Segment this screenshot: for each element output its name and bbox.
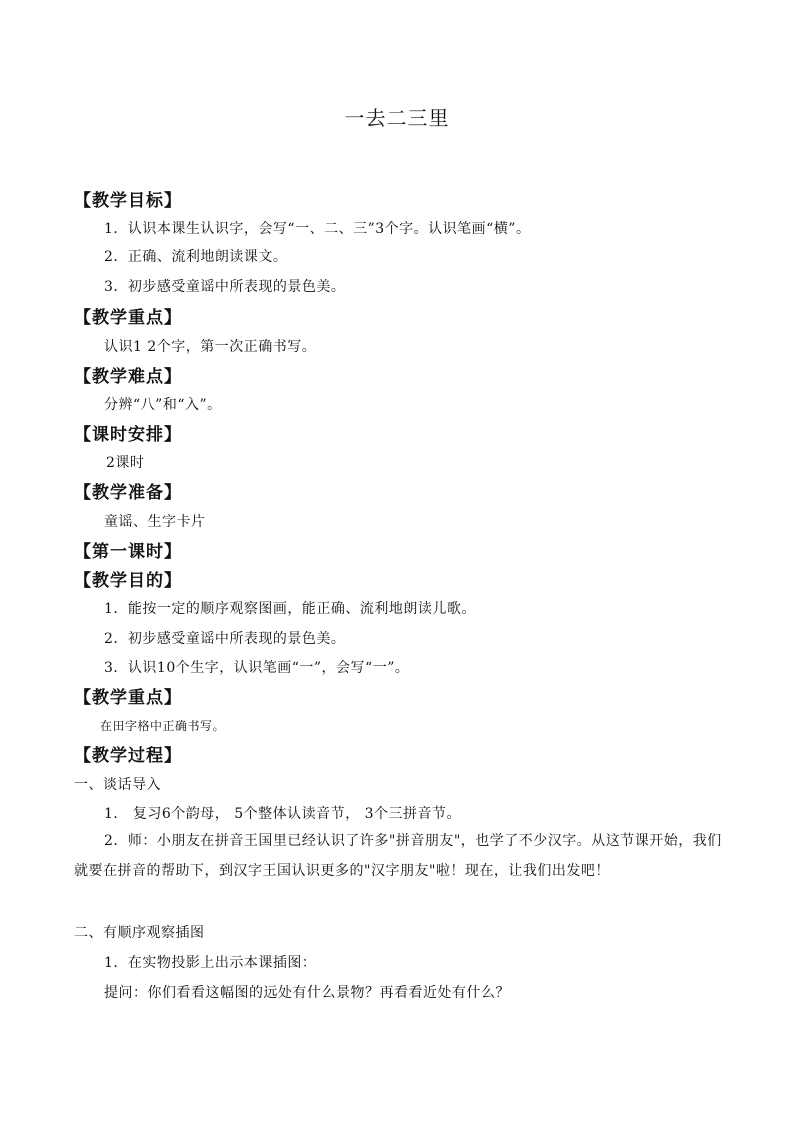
key-points-text: 认识1 2个字，第一次正确书写。 — [104, 339, 317, 355]
key-points-2-text: 在田字格中正确书写。 — [100, 719, 226, 733]
document-title: 一去二三里 — [344, 106, 450, 130]
goal-item-2: 2．正确、流利地朗读课文。 — [104, 249, 288, 265]
step2-item-1: 1．在实物投影上出示本课插图： — [104, 955, 317, 971]
step1-item-1: 1． 复习6个韵母， 5个整体认读音节， 3个三拼音节。 — [104, 806, 461, 822]
heading-key-points: 【教学重点】 — [74, 308, 182, 328]
goal-item-3: 3．初步感受童谣中所表现的景色美。 — [104, 279, 346, 295]
purpose-item-1: 1．能按一定的顺序观察图画，能正确、流利地朗读儿歌。 — [104, 601, 476, 617]
heading-first-lesson: 【第一课时】 — [74, 542, 182, 562]
preparation-text: 童谣、生字卡片 — [104, 514, 206, 530]
heading-teaching-goals: 【教学目标】 — [74, 191, 182, 211]
step1-title: 一、谈话导入 — [74, 777, 161, 793]
heading-schedule: 【课时安排】 — [74, 425, 182, 445]
heading-teaching-process: 【教学过程】 — [74, 746, 182, 766]
purpose-item-2: 2．初步感受童谣中所表现的景色美。 — [104, 631, 346, 647]
schedule-text: 2课时 — [106, 455, 145, 471]
heading-key-points-2: 【教学重点】 — [74, 688, 182, 708]
heading-teaching-purpose: 【教学目的】 — [74, 571, 182, 591]
step2-item-2: 提问：你们看看这幅图的远处有什么景物？再看看近处有什么？ — [104, 985, 510, 1001]
difficulties-text: 分辨“八”和“入”。 — [104, 397, 222, 413]
step1-item-2: 2．师：小朋友在拼音王国里已经认识了许多"拼音朋友"，也学了不少汉字。从这节课开始，我们就要在拼音的帮助下，到汉字王国认识更多的"汉字朋友"啦！现在，让我们出发吧！ — [74, 833, 722, 879]
heading-difficulties: 【教学难点】 — [74, 367, 182, 387]
step2-title: 二、有顺序观察插图 — [74, 925, 205, 941]
purpose-item-3: 3．认识10个生字，认识笔画“一”，会写“一”。 — [104, 660, 410, 676]
heading-preparation: 【教学准备】 — [74, 483, 182, 503]
goal-item-1: 1．认识本课生认识字，会写“一、二、三”3个字。认识笔画“横”。 — [104, 221, 531, 237]
